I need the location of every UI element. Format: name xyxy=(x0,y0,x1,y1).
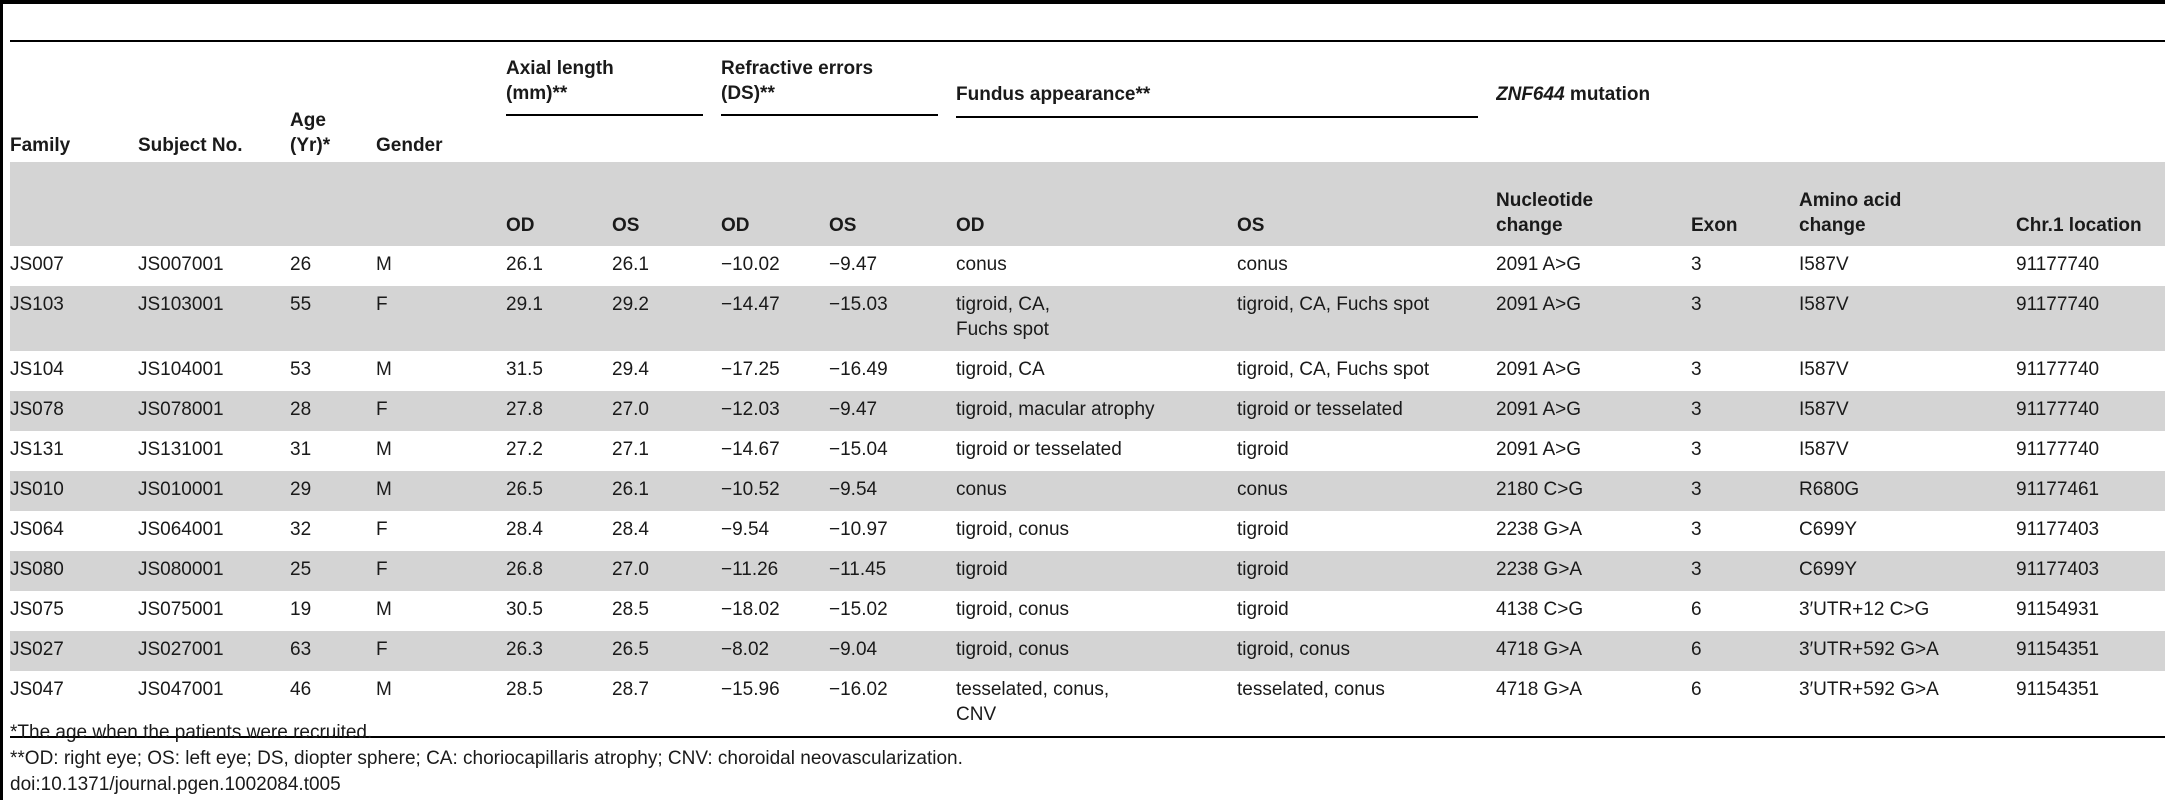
header-rule xyxy=(10,40,2165,42)
refractive-os-cell: −16.02 xyxy=(829,671,956,737)
refractive-od-cell: −12.03 xyxy=(721,399,780,420)
axial-od-cell: 26.1 xyxy=(506,254,543,275)
refractive-od-cell: −15.96 xyxy=(721,671,829,737)
refractive-os-cell: −10.97 xyxy=(829,519,888,540)
axial-od-cell: 26.8 xyxy=(506,559,543,580)
family-cell: JS104 xyxy=(10,359,64,380)
table-row xyxy=(10,351,2165,391)
fundus-label: Fundus appearance** xyxy=(956,84,1151,105)
header-blank-family xyxy=(10,162,138,246)
header-nucleotide: Nucleotide change xyxy=(1496,190,1594,236)
axial-od-cell: 26.3 xyxy=(506,639,543,660)
footnote-age: *The age when the patients were recruited. xyxy=(10,722,373,743)
refractive-os-cell: −16.49 xyxy=(829,359,888,380)
axial-od-cell: 30.5 xyxy=(506,599,543,620)
exon-cell: 3 xyxy=(1691,359,1702,380)
axial-od-cell: 31.5 xyxy=(506,359,543,380)
axial-os-cell: 26.1 xyxy=(612,479,649,500)
exon-cell: 3 xyxy=(1691,559,1702,580)
amino-cell: 3′UTR+592 G>A xyxy=(1799,639,1939,660)
refractive-os-cell: −9.47 xyxy=(829,254,878,275)
family-cell: JS075 xyxy=(10,599,64,620)
axial-os-cell: 28.5 xyxy=(612,599,649,620)
fundus-od-cell: tigroid xyxy=(956,559,1008,580)
gender-cell: F xyxy=(376,399,388,420)
header-exon: Exon xyxy=(1691,215,1738,236)
family-cell: JS064 xyxy=(10,519,64,540)
subject-cell: JS027001 xyxy=(138,639,224,660)
amino-cell: 3′UTR+592 G>A xyxy=(1799,671,2016,737)
header-blank-subject xyxy=(138,162,290,246)
exon-cell: 3 xyxy=(1691,439,1702,460)
header-amino: Amino acid change xyxy=(1799,190,1902,236)
chr-location-cell: 91177740 xyxy=(2016,439,2100,460)
amino-cell: I587V xyxy=(1799,439,1849,460)
table-row xyxy=(10,471,2165,511)
axial-os-cell: 26.1 xyxy=(612,254,649,275)
exon-cell: 3 xyxy=(1691,399,1702,420)
fundus-os-cell: tigroid, conus xyxy=(1237,639,1351,660)
refractive-os-cell: −15.04 xyxy=(829,439,888,460)
fundus-od-cell: tigroid, conus xyxy=(956,639,1070,660)
nucleotide-cell: 4718 G>A xyxy=(1496,639,1583,660)
axial-od-cell: 29.1 xyxy=(506,294,543,315)
age-cell: 55 xyxy=(290,294,312,315)
gender-cell: M xyxy=(376,599,392,620)
axial-os-cell: 28.7 xyxy=(612,671,721,737)
nucleotide-cell: 4718 G>A xyxy=(1496,671,1691,737)
refractive-os-cell: −15.03 xyxy=(829,294,888,315)
chr-location-cell: 91154351 xyxy=(2016,639,2100,660)
fundus-os-cell: conus xyxy=(1237,254,1288,275)
refractive-label: Refractive errors (DS)** xyxy=(721,58,874,104)
axial-os-cell: 29.4 xyxy=(612,359,649,380)
subject-cell: JS131001 xyxy=(138,439,224,460)
exon-cell: 3 xyxy=(1691,479,1702,500)
amino-cell: R680G xyxy=(1799,479,1860,500)
axial-os-cell: 27.0 xyxy=(612,399,649,420)
family-cell: JS103 xyxy=(10,294,64,315)
age-cell: 32 xyxy=(290,519,312,540)
family-cell: JS010 xyxy=(10,479,64,500)
fundus-od-cell: tigroid or tesselated xyxy=(956,439,1122,460)
header-subject: Subject No. xyxy=(138,135,243,156)
header-refractive-os: OS xyxy=(829,215,857,236)
table-row xyxy=(10,631,2165,671)
subject-cell: JS007001 xyxy=(138,254,224,275)
nucleotide-cell: 2238 G>A xyxy=(1496,519,1583,540)
exon-cell: 3 xyxy=(1691,294,1702,315)
refractive-od-cell: −17.25 xyxy=(721,359,780,380)
header-znf644-mutation xyxy=(1496,48,2165,162)
header-chr-location: Chr.1 location xyxy=(2016,215,2142,236)
family-cell: JS131 xyxy=(10,439,64,460)
refractive-os-cell: −15.02 xyxy=(829,599,888,620)
chr-location-cell: 91177403 xyxy=(2016,559,2100,580)
age-cell: 25 xyxy=(290,559,312,580)
subject-cell: JS047001 xyxy=(138,671,290,737)
gender-cell: F xyxy=(376,294,388,315)
fundus-os-cell: tigroid xyxy=(1237,519,1289,540)
refractive-od-cell: −11.26 xyxy=(721,559,779,580)
subject-cell: JS075001 xyxy=(138,599,224,620)
fundus-od-cell: tigroid, CA xyxy=(956,359,1045,380)
header-family: Family xyxy=(10,135,71,156)
nucleotide-cell: 2091 A>G xyxy=(1496,399,1582,420)
table-row xyxy=(10,511,2165,551)
chr-location-cell: 91177740 xyxy=(2016,399,2100,420)
znf644-group xyxy=(1496,82,2165,107)
chr-location-cell: 91154931 xyxy=(2016,599,2100,620)
chr-location-cell: 91177461 xyxy=(2016,479,2100,500)
family-cell: JS027 xyxy=(10,639,64,660)
table-row xyxy=(10,551,2165,591)
age-cell: 46 xyxy=(290,671,376,737)
header-row-2 xyxy=(10,162,2165,246)
axial-od-cell: 28.4 xyxy=(506,519,543,540)
fundus-od-cell: tigroid, conus xyxy=(956,599,1070,620)
fundus-od-cell: tigroid, macular atrophy xyxy=(956,399,1155,420)
doi-text: doi:10.1371/journal.pgen.1002084.t005 xyxy=(10,774,341,795)
table-row xyxy=(10,246,2165,286)
header-row-1 xyxy=(10,48,2165,162)
refractive-od-cell: −8.02 xyxy=(721,639,770,660)
age-cell: 28 xyxy=(290,399,312,420)
exon-cell: 6 xyxy=(1691,639,1702,660)
nucleotide-cell: 4138 C>G xyxy=(1496,599,1584,620)
table-row xyxy=(10,431,2165,471)
header-blank-gender xyxy=(376,162,506,246)
refractive-group xyxy=(721,56,938,116)
fundus-od-cell: tigroid, CA, Fuchs spot xyxy=(956,294,1050,340)
nucleotide-cell: 2238 G>A xyxy=(1496,559,1583,580)
fundus-group xyxy=(956,82,1478,118)
subject-cell: JS078001 xyxy=(138,399,224,420)
table-footnotes xyxy=(10,720,963,798)
znf644-gene-label: ZNF644 xyxy=(1496,84,1565,105)
mutation-table xyxy=(10,48,2165,738)
amino-cell: I587V xyxy=(1799,294,1849,315)
gender-cell: M xyxy=(376,671,506,737)
amino-cell: C699Y xyxy=(1799,519,1858,540)
gender-cell: F xyxy=(376,639,388,660)
refractive-od-cell: −14.67 xyxy=(721,439,780,460)
znf644-suffix-label: mutation xyxy=(1564,84,1651,105)
age-cell: 63 xyxy=(290,639,312,660)
nucleotide-cell: 2091 A>G xyxy=(1496,439,1582,460)
refractive-os-cell: −11.45 xyxy=(829,559,887,580)
top-rule xyxy=(0,0,2165,4)
refractive-os-cell: −9.04 xyxy=(829,639,878,660)
axial-length-label: Axial length (mm)** xyxy=(506,58,614,104)
refractive-od-cell: −10.02 xyxy=(721,254,780,275)
axial-os-cell: 27.1 xyxy=(612,439,649,460)
header-blank-age xyxy=(290,162,376,246)
header-axial-length xyxy=(506,48,721,162)
family-cell: JS047 xyxy=(10,671,138,737)
fundus-od-cell: conus xyxy=(956,254,1007,275)
header-fundus-os: OS xyxy=(1237,215,1265,236)
subject-cell: JS103001 xyxy=(138,294,224,315)
subject-cell: JS080001 xyxy=(138,559,224,580)
nucleotide-cell: 2180 C>G xyxy=(1496,479,1584,500)
refractive-od-cell: −14.47 xyxy=(721,294,780,315)
header-refractive-od: OD xyxy=(721,215,750,236)
nucleotide-cell: 2091 A>G xyxy=(1496,254,1582,275)
fundus-os-cell: tigroid xyxy=(1237,599,1289,620)
age-cell: 53 xyxy=(290,359,312,380)
age-cell: 26 xyxy=(290,254,312,275)
axial-os-cell: 26.5 xyxy=(612,639,649,660)
refractive-os-cell: −9.47 xyxy=(829,399,878,420)
table-row xyxy=(10,391,2165,431)
chr-location-cell: 91177740 xyxy=(2016,294,2100,315)
exon-cell: 3 xyxy=(1691,254,1702,275)
age-cell: 19 xyxy=(290,599,312,620)
fundus-od-cell: tesselated, conus, CNV xyxy=(956,671,1237,737)
header-fundus-od: OD xyxy=(956,215,985,236)
nucleotide-cell: 2091 A>G xyxy=(1496,359,1582,380)
exon-cell: 6 xyxy=(1691,671,1799,737)
family-cell: JS007 xyxy=(10,254,64,275)
refractive-od-cell: −18.02 xyxy=(721,599,780,620)
age-cell: 29 xyxy=(290,479,312,500)
gender-cell: F xyxy=(376,519,388,540)
gender-cell: M xyxy=(376,254,392,275)
fundus-os-cell: tigroid, CA, Fuchs spot xyxy=(1237,294,1430,315)
chr-location-cell: 91177740 xyxy=(2016,254,2100,275)
table-row xyxy=(10,286,2165,351)
header-refractive xyxy=(721,48,956,162)
header-axial-od: OD xyxy=(506,215,535,236)
axial-os-cell: 29.2 xyxy=(612,294,649,315)
header-axial-os: OS xyxy=(612,215,640,236)
gender-cell: M xyxy=(376,479,392,500)
subject-cell: JS064001 xyxy=(138,519,224,540)
amino-cell: C699Y xyxy=(1799,559,1858,580)
gender-cell: F xyxy=(376,559,388,580)
axial-od-cell: 28.5 xyxy=(506,671,612,737)
header-gender: Gender xyxy=(376,135,443,156)
axial-os-cell: 28.4 xyxy=(612,519,649,540)
axial-od-cell: 27.2 xyxy=(506,439,543,460)
chr-location-cell: 91177403 xyxy=(2016,519,2100,540)
axial-length-group xyxy=(506,56,703,116)
axial-od-cell: 27.8 xyxy=(506,399,543,420)
axial-od-cell: 26.5 xyxy=(506,479,543,500)
amino-cell: I587V xyxy=(1799,254,1849,275)
fundus-os-cell: tigroid xyxy=(1237,559,1289,580)
table-row xyxy=(10,591,2165,631)
axial-os-cell: 27.0 xyxy=(612,559,649,580)
fundus-os-cell: conus xyxy=(1237,479,1288,500)
refractive-od-cell: −9.54 xyxy=(721,519,770,540)
header-age: Age (Yr)* xyxy=(290,110,331,156)
nucleotide-cell: 2091 A>G xyxy=(1496,294,1582,315)
exon-cell: 6 xyxy=(1691,599,1702,620)
family-cell: JS080 xyxy=(10,559,64,580)
footnote-abbreviations: **OD: right eye; OS: left eye; DS, diopter sphere; CA: choriocapillaris atrophy; CNV: choroidal neovascularization. xyxy=(10,748,963,769)
header-fundus xyxy=(956,48,1496,162)
chr-location-cell: 91177740 xyxy=(2016,359,2100,380)
gender-cell: M xyxy=(376,359,392,380)
subject-cell: JS010001 xyxy=(138,479,224,500)
amino-cell: 3′UTR+12 C>G xyxy=(1799,599,1930,620)
exon-cell: 3 xyxy=(1691,519,1702,540)
refractive-os-cell: −9.54 xyxy=(829,479,878,500)
fundus-os-cell: tigroid or tesselated xyxy=(1237,399,1403,420)
amino-cell: I587V xyxy=(1799,359,1849,380)
gender-cell: M xyxy=(376,439,392,460)
fundus-od-cell: tigroid, conus xyxy=(956,519,1070,540)
chr-location-cell: 91154351 xyxy=(2016,671,2165,737)
age-cell: 31 xyxy=(290,439,312,460)
refractive-od-cell: −10.52 xyxy=(721,479,780,500)
fundus-os-cell: tigroid, CA, Fuchs spot xyxy=(1237,359,1430,380)
amino-cell: I587V xyxy=(1799,399,1849,420)
family-cell: JS078 xyxy=(10,399,64,420)
fundus-os-cell: tigroid xyxy=(1237,439,1289,460)
left-border xyxy=(0,0,3,800)
fundus-os-cell: tesselated, conus xyxy=(1237,671,1496,737)
fundus-od-cell: conus xyxy=(956,479,1007,500)
subject-cell: JS104001 xyxy=(138,359,224,380)
